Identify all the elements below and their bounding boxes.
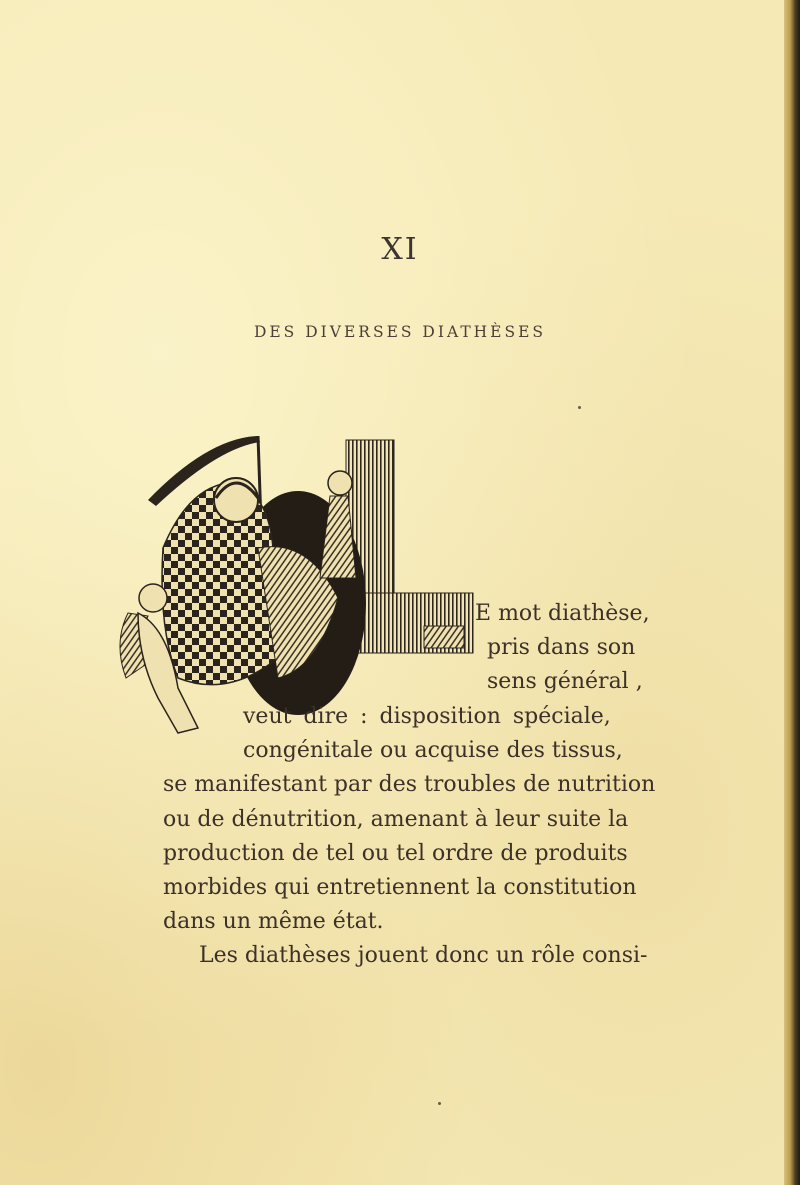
text-line-8: production de tel ou tel ordre de produits [163, 841, 628, 866]
text-line-10: dans un même état. [163, 909, 384, 934]
text-line-3: sens général , [487, 669, 643, 694]
speck [578, 406, 581, 409]
text-line-9: morbides qui entretiennent la constitution [163, 875, 637, 900]
death-with-scythe-and-cherub-icon [108, 428, 488, 748]
page-edge-shadow [784, 0, 800, 1185]
text-line-2: pris dans son [487, 635, 636, 660]
text-line-5: congénitale ou acquise des tissus, [243, 738, 623, 763]
speck [438, 1102, 441, 1105]
text-line-4: veut dire : disposition spéciale, [243, 704, 611, 729]
text-line-7: ou de dénutrition, amenant à leur suite la [163, 807, 629, 832]
text-line-1-content: mot diathèse, [498, 601, 650, 626]
text-line-1 [475, 600, 650, 628]
chapter-number: XI [381, 232, 419, 267]
lead-letter: E [475, 601, 492, 626]
chapter-title: DES DIVERSES DIATHÈSES [253, 323, 547, 341]
text-line-6: se manifestant par des troubles de nutrition [163, 772, 656, 797]
text-line-11: Les diathèses jouent donc un rôle consi- [199, 943, 648, 968]
